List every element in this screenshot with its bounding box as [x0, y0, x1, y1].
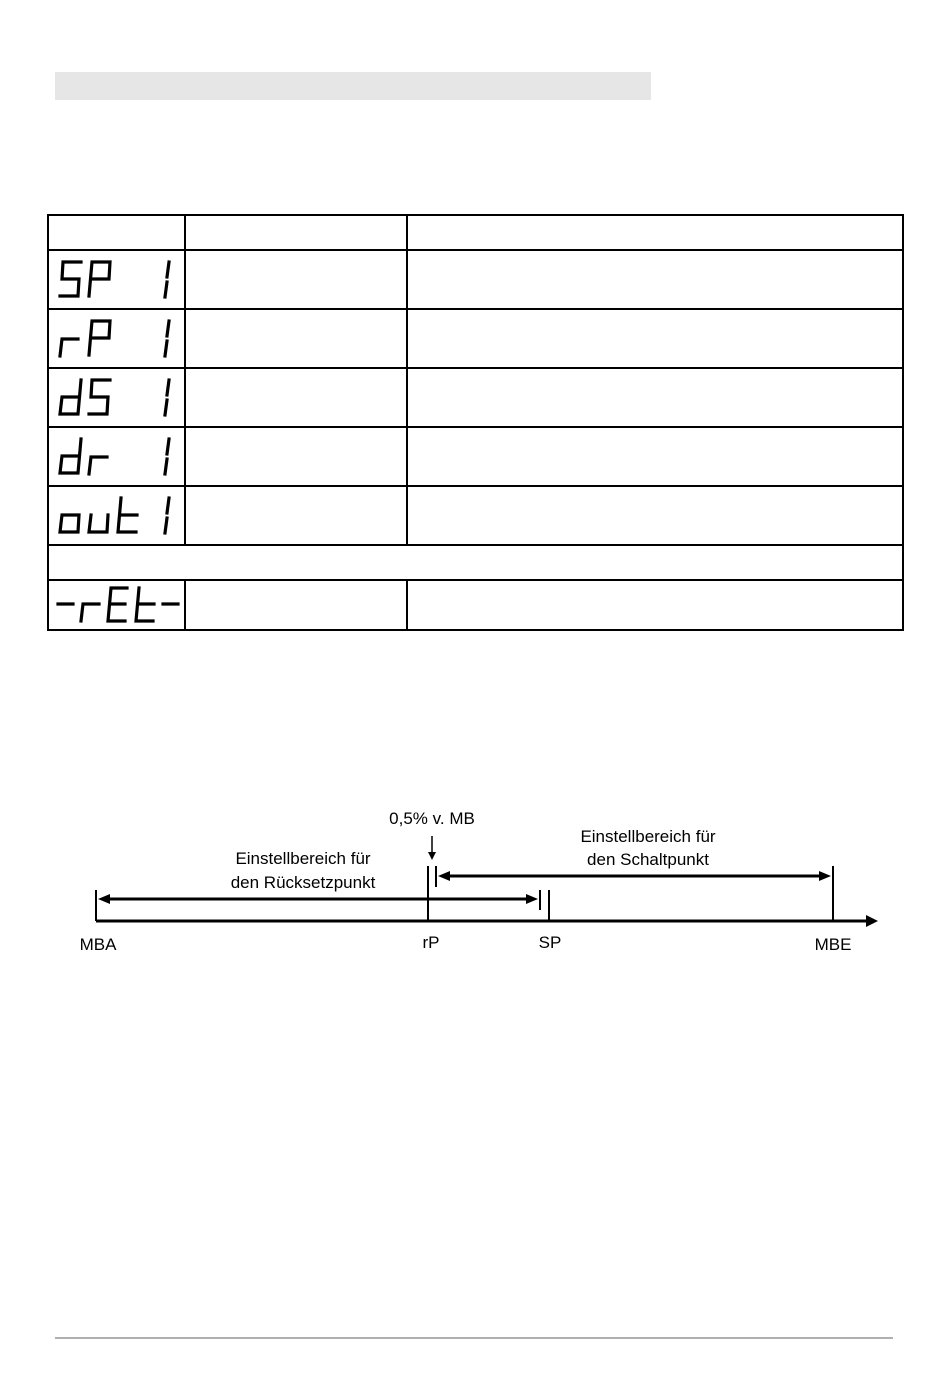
header-cell-description: [407, 215, 903, 250]
table-header-row: [48, 215, 903, 250]
reset-range-label-line1: Einstellbereich für: [235, 849, 371, 868]
cell-parameter: [185, 427, 407, 486]
table-row: [48, 368, 903, 427]
header-cell-parameter: [185, 215, 407, 250]
table-row: [48, 309, 903, 368]
cell-parameter: [185, 580, 407, 630]
cell-description: [407, 486, 903, 545]
seven-segment-dr1-graphic: [57, 435, 177, 479]
cell-parameter: [185, 250, 407, 309]
cell-description: [407, 580, 903, 630]
cell-description: [407, 250, 903, 309]
seven-segment-display-rp1: [48, 309, 185, 368]
axis-label-sp: SP: [538, 933, 562, 952]
seven-segment-display-out1: [48, 486, 185, 545]
axis-label-mba: MBA: [79, 935, 117, 954]
seven-segment-ret-graphic: [55, 585, 183, 625]
reset-range-left-arrowhead-icon: [98, 894, 110, 904]
parameter-table: [47, 214, 904, 631]
switch-range-right-arrowhead-icon: [819, 871, 831, 881]
cell-description: [407, 309, 903, 368]
cell-parameter: [185, 309, 407, 368]
table-row-span: [48, 545, 903, 580]
setpoint-range-diagram: [0, 800, 950, 970]
axis-label-rp: rP: [422, 933, 440, 952]
axis-arrow-icon: [866, 915, 878, 927]
table-row: [48, 427, 903, 486]
seven-segment-ds1-graphic: [57, 376, 177, 420]
seven-segment-display-dr1: [48, 427, 185, 486]
axis-label-mbe: MBE: [814, 935, 852, 954]
switch-range-label-line2: den Schaltpunkt: [587, 850, 709, 869]
reset-range-right-arrowhead-icon: [526, 894, 538, 904]
hysteresis-arrowhead-icon: [428, 852, 436, 860]
seven-segment-sp1-graphic: [57, 258, 177, 302]
table-row: [48, 250, 903, 309]
seven-segment-out1-graphic: [57, 494, 177, 538]
table-row: [48, 580, 903, 630]
reset-range-label-line2: den Rücksetzpunkt: [230, 873, 376, 892]
seven-segment-rp1-graphic: [57, 317, 177, 361]
cell-parameter: [185, 486, 407, 545]
table-row: [48, 486, 903, 545]
seven-segment-display-ds1: [48, 368, 185, 427]
header-cell-display: [48, 215, 185, 250]
hysteresis-label: 0,5% v. MB: [389, 809, 475, 828]
switch-range-left-arrowhead-icon: [438, 871, 450, 881]
cell-parameter: [185, 368, 407, 427]
cell-description: [407, 368, 903, 427]
switch-range-label-line1: Einstellbereich für: [580, 827, 716, 846]
cell-description: [407, 427, 903, 486]
spanning-cell: [48, 545, 903, 580]
section-header-bar: [55, 72, 651, 100]
seven-segment-display-ret: [48, 580, 185, 630]
footer-divider: [55, 1337, 893, 1339]
seven-segment-display-sp1: [48, 250, 185, 309]
